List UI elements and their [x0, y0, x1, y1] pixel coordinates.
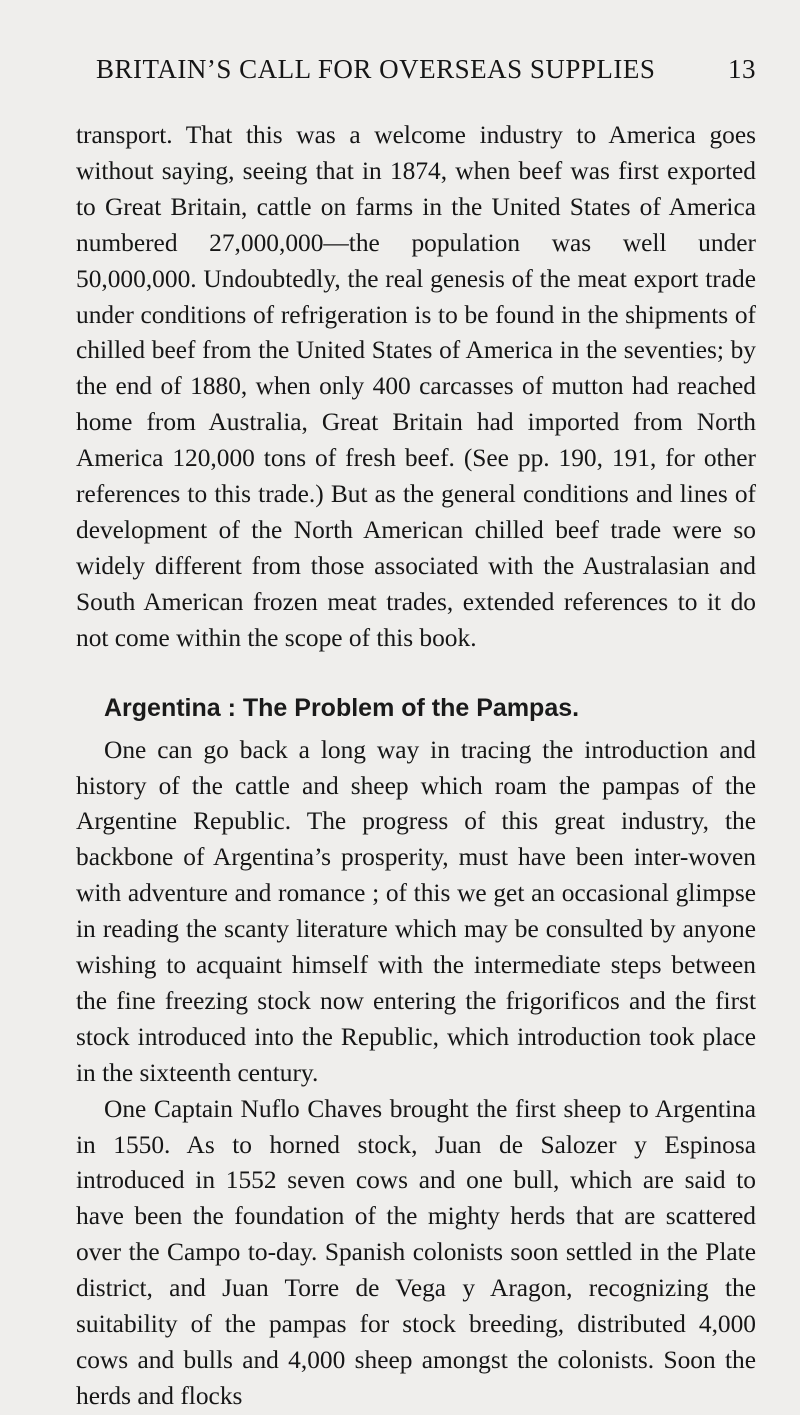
paragraph: One Captain Nuflo Chaves brought the first sheep to Argentina in 1550. As to horned stock, Juan de Salozer y Espinosa introduced in 1552 seven cows and one bull, which are said to have been the foundation of the mighty herds that are scattered over the Campo to-day. Spanish colonists soon settled in the Plate district, and Juan Torre de Vega y Aragon, recognizing the suitability of the pampas for stock breeding, distributed 4,000 cows and bulls and 4,000 sheep amongst the colonists. Soon the herds and flocks [76, 1094, 756, 1410]
paragraph: One can go back a long way in tracing the introduction and history of the cattle and sheep which roam the pampas of the Argentine Republic. The progress of this great industry, the backbone of Argentina’s prosperity, must have been inter-woven with adventure and romance ; of this we get an occasional glimpse in reading the scanty literature which may be consulted by anyone wishing to acquaint himself with the intermediate steps between the fine freezing stock now entering the frigorificos and the first stock introduced into the Republic, which introduction took place in the sixteenth century. [76, 735, 756, 1087]
paragraph-continued: transport. That this was a welcome industry to America goes without saying, seeing that in 1874, when beef was first exported to Great Britain, cattle on farms in the United States of America numbered 27,000,000—the population was well under 50,000,000. Undoubtedly, the real genesis of the meat export trade under conditions of refrigeration is to be found in the shipments of chilled beef from the United States of America in the seventies; by the end of 1880, when only 400 carcasses of mutton had reached home from Australia, Great Britain had imported from North America 120,000 tons of fresh beef. (See pp. 190, 191, for other references to this trade.) But as the general conditions and lines of development of the North American chilled beef trade were so widely different from those associated with the Australasian and South American frozen meat trades, extended references to it do not come within the scope of this book. [76, 121, 756, 652]
body-text [76, 118, 756, 1415]
running-head-title: BRITAIN’S CALL FOR OVERSEAS SUPPLIES [96, 54, 656, 84]
book-page [76, 52, 756, 1415]
section-heading: Argentina : The Problem of the Pampas. [104, 693, 580, 722]
page-number: 13 [728, 54, 756, 84]
running-head [96, 52, 756, 86]
